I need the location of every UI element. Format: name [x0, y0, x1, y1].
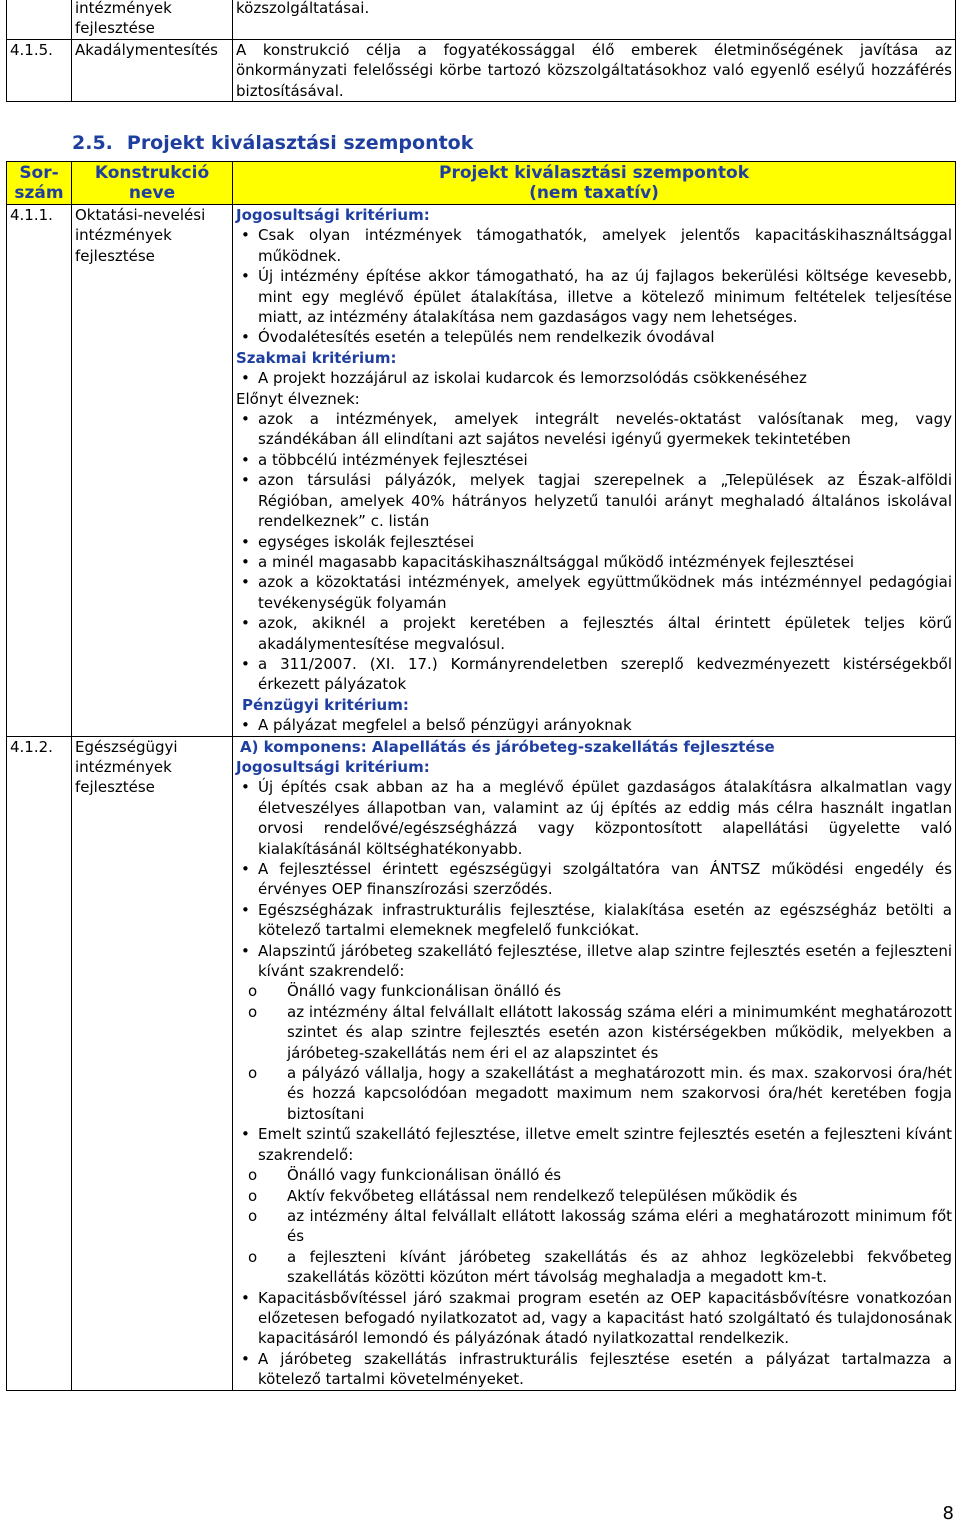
list-item: • A projekt hozzájárul az iskolai kudarcok és lemorzsolódás csökkenéséhez: [236, 368, 952, 388]
list-item-text: Emelt szintű szakellátó fejlesztése, illetve emelt szintre fejlesztés esetén a fejleszteni kívánt szakrendelő:: [258, 1125, 952, 1164]
criteria-table: [6, 161, 956, 1391]
list-item: • Egészségházak infrastrukturális fejlesztése, kialakítása esetén az egészségház betölti a kötelező tartalmi elemeknek megfelelő funkciókat.: [236, 900, 952, 941]
sub-list-item: o az intézmény által felvállalt ellátott lakosság száma eléri a minimumként meghatározott szintet és alap szintre fejlesztés esetén azon kistérségekben működik, melyekben a járóbeteg-szakellátás nem éri el az alapszintet és: [236, 1002, 952, 1063]
sub-list-item: o Önálló vagy funkcionálisan önálló és: [236, 1165, 952, 1185]
criteria-list: [236, 777, 952, 1389]
list-item: • Óvodalétesítés esetén a település nem rendelkezik óvodával: [236, 327, 952, 347]
row-id: 4.1.2.: [7, 736, 72, 1390]
list-item: • Új építés csak abban az ha a meglévő épület gazdaságos átalakításra alkalmatlan vagy életveszélyes állapotban van, valamint az új építés az eddig más célra használt ingatlan orvosi rendelővé/egészségházzá vagy központosított alapellátási ügyelette való kialakításánál költséghatékonyabb.: [236, 777, 952, 859]
advantage-heading: Előnyt élveznek:: [236, 389, 360, 408]
top-table: [6, 0, 956, 102]
list-item-text: Alapszintű járóbeteg szakellátó fejlesztése, illetve alap szintre fejlesztés esetén a fejleszteni kívánt szakrendelő:: [258, 941, 952, 981]
criteria-cell: [233, 736, 956, 1390]
list-item: • Új intézmény építése akkor támogatható, ha az új fajlagos bekerülési költsége kevesebb, mint egy meglévő épület átalakítása, illetve a kötelező minimum feltételek teljesítése miatt, az intézmény átalakítása nem gazdaságos vagy nem lehetséges.: [236, 266, 952, 327]
table-row: [7, 0, 956, 39]
table-row: [7, 39, 956, 101]
construction-name: intézmények fejlesztése: [72, 0, 233, 39]
criteria-heading: Jogosultsági kritérium:: [236, 757, 430, 776]
section-number: 2.5.: [72, 132, 113, 154]
list-item: • azon társulási pályázók, melyek tagjai szerepelnek a „Települések az Észak-alföldi Régióban, amelyek 40% hátrányos helyzetű tanulói arányt meghaladó általános iskolával rendelkeznek” c. listán: [236, 470, 952, 531]
table-row: [7, 736, 956, 1390]
criteria-heading: Jogosultsági kritérium:: [236, 206, 430, 224]
header-line2: (nem taxatív): [529, 183, 659, 203]
header-konstrukcio: Konstrukció neve: [72, 162, 233, 205]
header-line1: Projekt kiválasztási szempontok: [438, 163, 749, 183]
list-item: • Kapacitásbővítéssel járó szakmai program esetén az OEP kapacitásbővítésre vonatkozóan előzetesen befogadó nyilatkozatot ad, vagy a kapacitást ható szolgáltató és tulajdonosának kapacitásáról lemondó és pályázónak átadó nyilatkozattal rendelkezik.: [236, 1288, 952, 1349]
criteria-list: [236, 715, 952, 735]
list-item: • egységes iskolák fejlesztései: [236, 532, 952, 552]
list-item: [236, 941, 952, 1125]
section-heading: [72, 132, 473, 154]
sub-list-item: o az intézmény által felvállalt ellátott lakosság száma eléri a meghatározott minimum főt és: [236, 1206, 952, 1247]
sub-list: [236, 1165, 952, 1287]
criteria-heading: Szakmai kritérium:: [236, 348, 397, 367]
sub-list: [236, 981, 952, 1124]
header-sorszam: Sor-szám: [7, 162, 72, 205]
component-heading: A) komponens: Alapellátás és járóbeteg-szakellátás fejlesztése: [240, 737, 775, 756]
criteria-heading: Pénzügyi kritérium:: [242, 695, 409, 714]
construction-name: Egészségügyi intézmények fejlesztése: [72, 736, 233, 1390]
list-item: • A járóbeteg szakellátás infrastrukturális fejlesztése esetén a pályázat tartalmazza a kötelező tartalmi követelményeket.: [236, 1349, 952, 1390]
page-number: 8: [942, 1503, 954, 1524]
list-item: • azok a közoktatási intézmények, amelyek együttműködnek más intézménnyel pedagógiai tevékenységük folyamán: [236, 572, 952, 613]
list-item: • azok, akiknél a projekt keretében a fejlesztés által érintett épületek teljes körű akadálymentesítése megvalósul.: [236, 613, 952, 654]
list-item: • a 311/2007. (XI. 17.) Kormányrendeletben szereplő kedvezményezett kistérségekből érkezett pályázatok: [236, 654, 952, 695]
list-item: [236, 1124, 952, 1287]
construction-name: Oktatási-nevelési intézmények fejlesztése: [72, 205, 233, 737]
header-row: [7, 162, 956, 205]
sub-list-item: o a pályázó vállalja, hogy a szakellátást a meghatározott min. és max. szakorvosi óra/hét és hozzá kapcsolódóan megadott maximum nem szakorvosi óra/hét keretében fogja biztosítani: [236, 1063, 952, 1124]
criteria-cell: [233, 205, 956, 737]
list-item: • a többcélú intézmények fejlesztései: [236, 450, 952, 470]
list-item: • azok a intézmények, amelyek integrált nevelés-oktatást valósítanak meg, vagy szándékában áll elindítani azt sajátos nevelési igényű gyermekek tekintetében: [236, 409, 952, 450]
sub-list-item: o Aktív fekvőbeteg ellátással nem rendelkező településen működik és: [236, 1186, 952, 1206]
construction-desc: közszolgáltatásai.: [233, 0, 956, 39]
header-szempontok: [233, 162, 956, 205]
sub-list-item: o Önálló vagy funkcionálisan önálló és: [236, 981, 952, 1001]
row-id: 4.1.5.: [7, 39, 72, 101]
sub-list-item: o a fejleszteni kívánt járóbeteg szakellátás és az ahhoz legközelebbi fekvőbeteg szakellátás közötti közúton mért távolság meghaladja a megadott km-t.: [236, 1247, 952, 1288]
construction-name: Akadálymentesítés: [72, 39, 233, 101]
list-item: • A fejlesztéssel érintett egészségügyi szolgáltatóra van ÁNTSZ működési engedély és érvényes OEP finanszírozási szerződés.: [236, 859, 952, 900]
list-item: • a minél magasabb kapacitáskihasználtsággal működő intézmények fejlesztései: [236, 552, 952, 572]
criteria-list: [236, 225, 952, 347]
advantage-list: [236, 409, 952, 695]
row-id: 4.1.1.: [7, 205, 72, 737]
construction-desc: A konstrukció célja a fogyatékossággal élő emberek életminőségének javítása az önkormányzati felelősségi körbe tartozó közszolgáltatásokhoz való egyenlő esélyű hozzáférés biztosításával.: [233, 39, 956, 101]
criteria-list: [236, 368, 952, 388]
list-item: • A pályázat megfelel a belső pénzügyi arányoknak: [236, 715, 952, 735]
table-row: [7, 205, 956, 737]
list-item: • Csak olyan intézmények támogathatók, amelyek jelentős kapacitáskihasználtsággal működnek.: [236, 225, 952, 266]
section-title: Projekt kiválasztási szempontok: [126, 132, 474, 154]
